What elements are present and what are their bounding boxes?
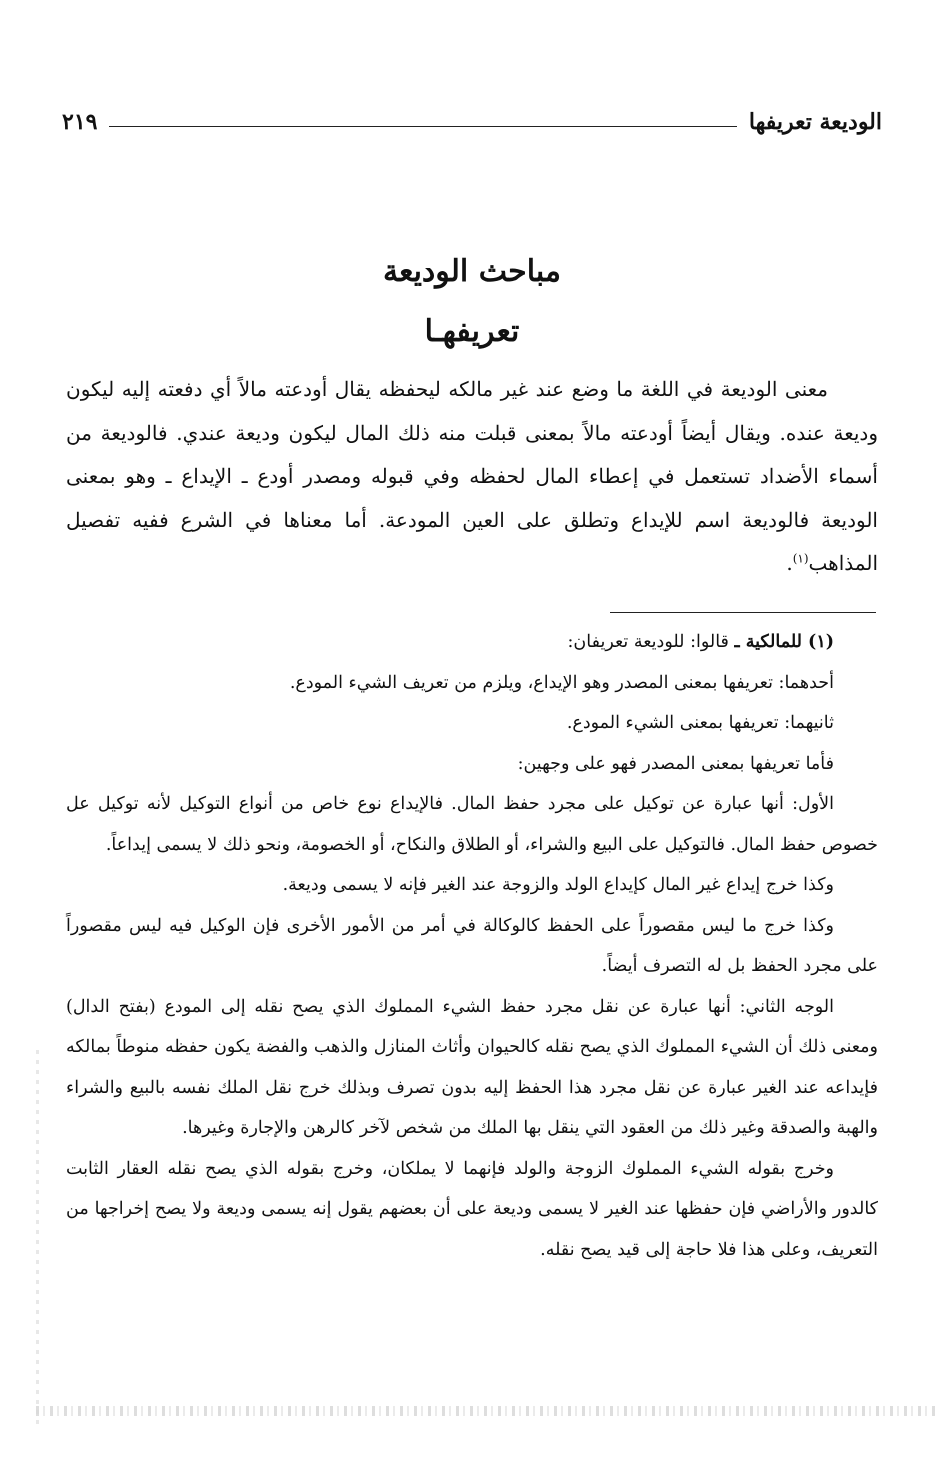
main-paragraph-text: معنى الوديعة في اللغة ما وضع عند غير مالكه ليحفظه يقال أودعته مالاً أي دفعته إليه ليكون وديعة عنده. ويقال أيضاً أودعته مالاً بمعنى قبلت منه ذلك المال ليكون وديعة عندي. فالوديعة من أسماء الأضداد تستعمل في إعطاء المال لحفظه وفي قبوله ومصدر أودع ـ الإيداع ـ وهو بمعنى الوديعة فالوديعة اسم للإيداع وتطلق على العين المودعة. أما معناها في الشرع ففيه تفصيل المذاهب [66, 377, 878, 575]
running-header-title: الوديعة تعريفها [748, 109, 882, 135]
footnotes-block [66, 622, 878, 1270]
footnote-paragraph: ثانيهما: تعريفها بمعنى الشيء المودع. [566, 713, 834, 733]
main-paragraph-end: . [786, 551, 793, 575]
footnote-paragraph: الوجه الثاني: أنها عبارة عن نقل مجرد حفظ الشيء المملوك الذي يصح نقله إلى المودع (بفتح الدال) ومعنى ذلك أن الشيء المملوك الذي يصح نقله كالحيوان وأثاث المنازل والذهب والفضة يكون حفظه منوطاً بمالكه فإيداعه عند الغير عبارة عن نقل مجرد هذا الحفظ إليه بدون تصرف وبذلك خرج نقل الملك نفسه بالبيع والشراء والهبة والصدقة وغير ذلك من العقود التي ينقل بها الملك من شخص لآخر كالرهن والإجارة وغيرها. [66, 996, 878, 1138]
footnote-intro: قالوا: للوديعة تعريفان: [567, 632, 729, 652]
running-header [62, 102, 882, 142]
footnote-paragraph: فأما تعريفها بمعنى المصدر فهو على وجهين: [517, 753, 834, 774]
footnote-paragraph: وخرج بقوله الشيء المملوك الزوجة والولد فإنهما لا يملكان، وخرج بقوله الذي يصح نقله العقار الثابت كالدور والأراضي فإن حفظها عند الغير لا يسمى وديعة على أن بعضهم يقول إنه يسمى وديعة ولا يصح إخراجها من التعريف، وعلى هذا فلا حاجة إلى قيد يصح نقله. [66, 1158, 878, 1260]
main-paragraph-block [66, 368, 878, 586]
footnote-paragraph: الأول: أنها عبارة عن توكيل على مجرد حفظ المال. فالإيداع نوع خاص من أنواع التوكيل لأنه توكيل عل خصوص حفظ المال. فالتوكيل على البيع والشراء، أو الطلاق والنكاح، أو الخصومة، ونحو ذلك لا يسمى إيداعاً. [66, 794, 878, 855]
section-title: مباحث الوديعة [383, 254, 561, 289]
footnote-reference[interactable]: (١) [792, 551, 809, 566]
header-rule [109, 126, 736, 127]
footnote-1-heading [66, 622, 878, 663]
scan-artifact-edge [36, 1050, 39, 1430]
footnote-paragraph: أحدهما: تعريفها بمعنى المصدر وهو الإيداع، ويلزم من تعريف الشيء المودع. [289, 672, 834, 693]
footnote-paragraph: وكذا خرج إيداع غير المال كإيداع الولد والزوجة عند الغير فإنه لا يسمى وديعة. [282, 875, 834, 895]
scan-artifact [36, 1406, 936, 1416]
page-number: ٢١٩ [62, 109, 98, 135]
footnote-paragraph: وكذا خرج ما ليس مقصوراً على الحفظ كالوكالة في أمر من الأمور الأخرى فإن الوكيل فيه ليس مقصوراً على مجرد الحفظ بل له التصرف أيضاً. [66, 915, 878, 976]
section-subtitle: تعريفهـا [424, 314, 520, 349]
footnote-separator [610, 612, 876, 613]
main-paragraph [66, 368, 878, 586]
footnote-marker: (١) للمالكية ـ [734, 632, 834, 652]
